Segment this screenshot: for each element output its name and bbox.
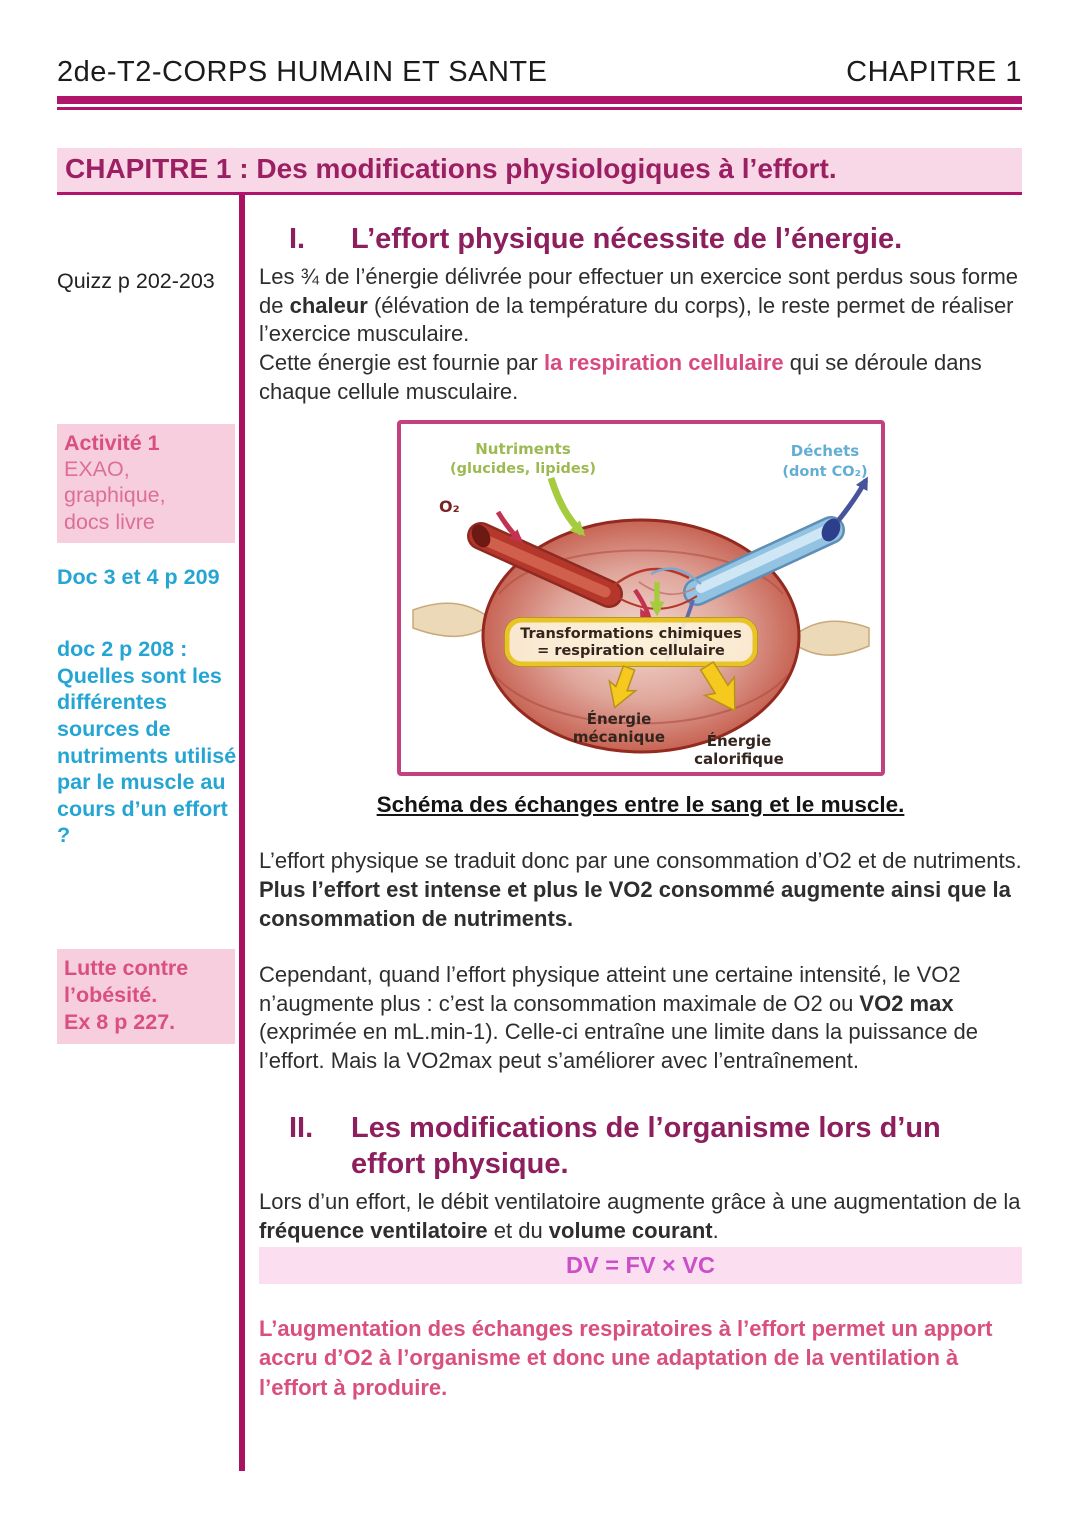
label-o2: O₂ xyxy=(438,497,460,517)
margin-notes-column xyxy=(57,195,239,1471)
label-nutriments-line2: (glucides, lipides) xyxy=(449,461,596,478)
header-rule-thick xyxy=(57,96,1022,104)
activity-line: EXAO, xyxy=(64,457,130,482)
tendon-right xyxy=(789,621,869,655)
margin-note-quizz: Quizz p 202-203 xyxy=(57,269,215,293)
section-1-title: L’effort physique nécessite de l’énergie. xyxy=(351,223,903,255)
muscle-diagram xyxy=(397,420,885,776)
content-area xyxy=(57,195,1022,1471)
label-energie-calorifique-line2: calorifique xyxy=(693,750,784,769)
label-nutriments-line1: Nutriments xyxy=(474,440,571,459)
label-energie-mecanique-line1: Énergie xyxy=(586,710,651,729)
paragraph-energy-2: Cette énergie est fournie par la respiration cellulaire qui se déroule dans chaque cellule musculaire. xyxy=(259,350,982,404)
activity-line: graphique, xyxy=(64,483,166,508)
paragraph-vo2max: Cependant, quand l’effort physique atteint une certaine intensité, le VO2 n’augmente plus : c’est la consommation maximale de O2 ou VO2 max (exprimée en mL.min-1). Celle-ci entraîne une limite dans la puissance de l’effort. Mais la VO2max peut s’améliorer avec l’entraînement. xyxy=(259,962,979,1074)
margin-note-doc2: doc 2 p 208 : Quelles sont les différentes sources de nutriments utilisé par le muscle au cours d’un effort ? xyxy=(57,636,237,848)
paragraph-ventilation: Lors d’un effort, le débit ventilatoire augmente grâce à une augmentation de la fréquence ventilatoire et du volume courant. xyxy=(259,1189,1021,1243)
label-reaction-line1: Transformations chimiques xyxy=(519,626,742,643)
section-2-heading xyxy=(259,1110,1022,1183)
header-course-title: 2de-T2-CORPS HUMAIN ET SANTE xyxy=(57,56,548,88)
label-dechets-line1: Déchets xyxy=(790,442,859,461)
muscle-diagram-svg xyxy=(401,424,881,772)
paragraph-vo2-bold: Plus l’effort est intense et plus le VO2 consommé augmente ainsi que la consommation de nutriments. xyxy=(259,877,1011,931)
chapter-banner: CHAPITRE 1 : Des modifications physiologiques à l’effort. xyxy=(57,148,1022,195)
header-chapter-label: CHAPITRE 1 xyxy=(846,56,1022,88)
section-2-title: Les modifications de l’organisme lors d’un effort physique. xyxy=(351,1111,941,1180)
label-reaction-line2: = respiration cellulaire xyxy=(536,643,725,660)
section-1-heading xyxy=(259,221,1022,257)
section-2-number: II. xyxy=(289,1111,314,1144)
main-column xyxy=(245,195,1022,1471)
lutte-line: Ex 8 p 227. xyxy=(64,1010,176,1035)
lutte-line: l’obésité. xyxy=(64,983,158,1008)
waste-out-arrow-icon xyxy=(838,480,866,521)
margin-note-doc34: Doc 3 et 4 p 209 xyxy=(57,564,220,589)
page-header xyxy=(57,56,1022,110)
formula-box: DV = FV × VC xyxy=(259,1247,1022,1284)
margin-note-activite xyxy=(57,424,235,543)
section-1-number: I. xyxy=(289,223,306,255)
header-rule-thin xyxy=(57,107,1022,110)
paragraph-energy-1: Les ¾ de l’énergie délivrée pour effectuer un exercice sont perdus sous forme de chaleur (élévation de la température du corps), le reste permet de réaliser l’exercice musculaire. xyxy=(259,264,1019,347)
nutrients-in-arrow-icon xyxy=(551,478,582,533)
lutte-line: Lutte contre xyxy=(64,956,189,981)
margin-note-lutte xyxy=(57,949,235,1044)
conclusion-paragraph: L’augmentation des échanges respiratoires à l’effort permet un apport accru d’O2 à l’organisme et donc une adaptation de la ventilation à l’effort à produire. xyxy=(259,1315,993,1400)
activity-line: docs livre xyxy=(64,509,155,534)
figure-caption: Schéma des échanges entre le sang et le muscle. xyxy=(376,792,905,818)
label-dechets-line2: (dont CO₂) xyxy=(781,464,868,481)
muscle-figure xyxy=(259,420,1022,819)
label-energie-calorifique-line1: Énergie xyxy=(706,732,771,751)
paragraph-consumption: L’effort physique se traduit donc par une consommation d’O2 et de nutriments. xyxy=(259,848,1022,874)
activity-title: Activité 1 xyxy=(64,431,160,455)
label-energie-mecanique-line2: mécanique xyxy=(572,728,665,747)
